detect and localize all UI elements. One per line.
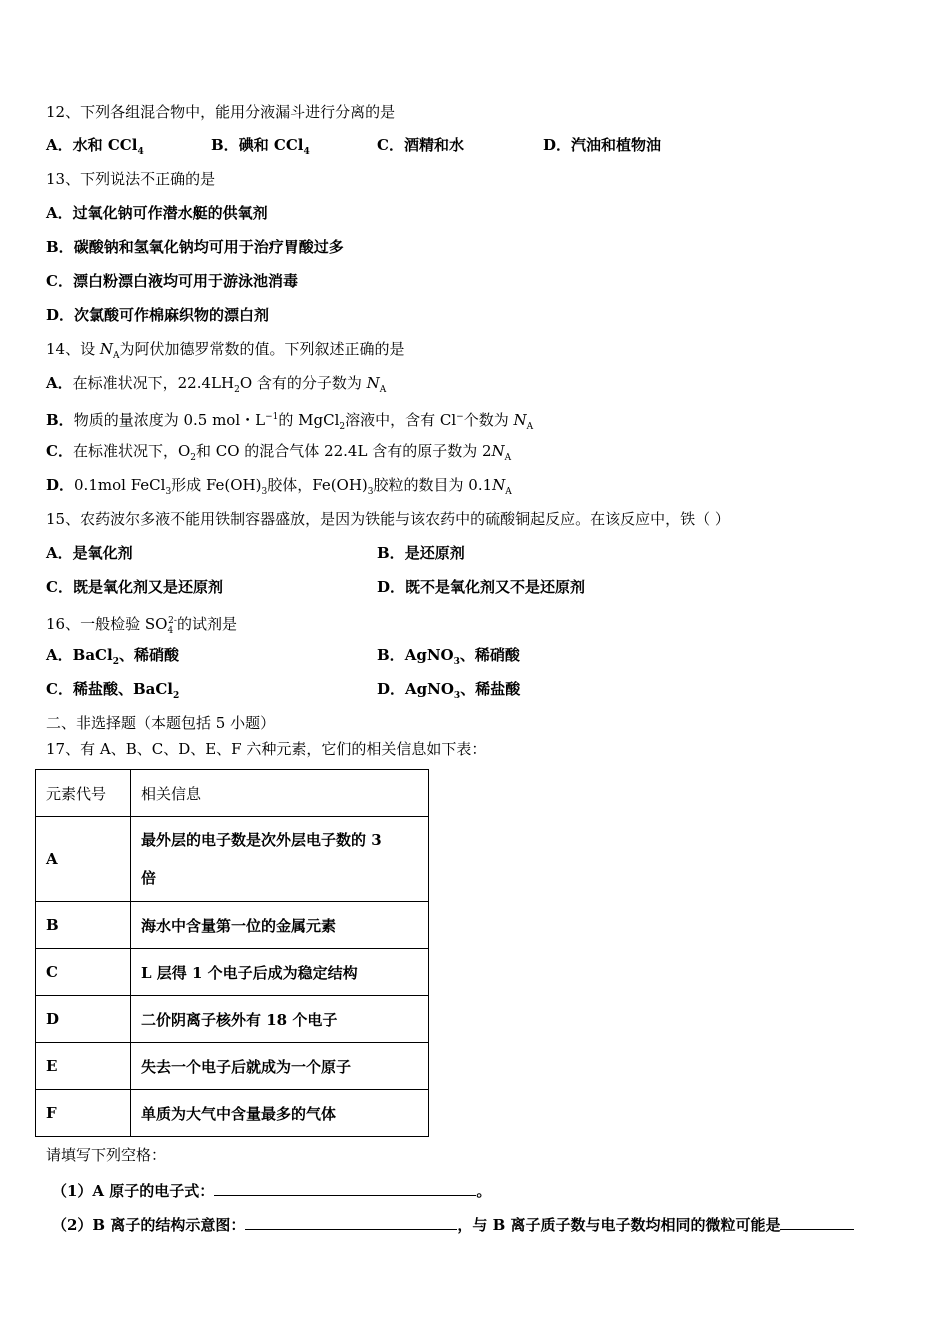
q15-option-c: C．既是氧化剂又是还原剂	[46, 578, 223, 596]
q13-option-b: B．碳酸钠和氢氧化钠均可用于治疗胃酸过多	[46, 238, 344, 256]
q13-stem: 13、下列说法不正确的是	[46, 170, 216, 188]
table-row	[36, 996, 429, 1043]
q16-option-b: B．AgNO$_3$、稀硝酸	[377, 646, 520, 667]
q13-option-c: C．漂白粉漂白液均可用于游泳池消毒	[46, 272, 298, 290]
q12-option-c: C．酒精和水	[377, 136, 464, 154]
section-heading: 二、非选择题（本题包括 5 小题）	[46, 714, 276, 732]
element-table	[35, 769, 429, 1137]
q14-option-c: C．在标准状况下，$O_2$和 CO 的混合气体 22.4L 含有的原子数为 $2N_A$	[46, 442, 512, 463]
element-info: 二价阴离子核外有 18 个电子	[131, 996, 429, 1043]
q12-stem: 12、下列各组混合物中，能用分液漏斗进行分离的是	[46, 103, 396, 121]
q16-stem: 16、一般检验 $SO_4^{2-}$的试剂是	[46, 615, 237, 636]
q16-option-a: A．BaCl$_2$、稀硝酸	[46, 646, 179, 667]
q13-option-d: D．次氯酸可作棉麻织物的漂白剂	[46, 306, 270, 324]
element-info: L 层得 1 个电子后成为稳定结构	[131, 949, 429, 996]
q17-stem: 17、有 A、B、C、D、E、F 六种元素，它们的相关信息如下表：	[46, 740, 487, 758]
q17-sub1: （1）A 原子的电子式： 。	[52, 1179, 491, 1201]
q12-option-b: B．碘和 CCl$_4$	[211, 136, 310, 157]
q12-option-d: D．汽油和植物油	[543, 136, 662, 154]
q13-option-a: A．过氧化钠可作潜水艇的供氧剂	[46, 204, 268, 222]
element-info: 海水中含量第一位的金属元素	[131, 902, 429, 949]
element-code: A	[36, 817, 131, 902]
table-row	[36, 902, 429, 949]
answer-blank[interactable]	[780, 1213, 854, 1230]
table-row	[36, 949, 429, 996]
table-header-row	[36, 770, 429, 817]
q15-option-b: B．是还原剂	[377, 544, 465, 562]
q14-stem: 14、设 $N_A$为阿伏加德罗常数的值。下列叙述正确的是	[46, 340, 405, 361]
element-code: F	[36, 1090, 131, 1137]
q16-option-d: D．AgNO$_3$、稀盐酸	[377, 680, 521, 701]
answer-blank[interactable]	[214, 1179, 476, 1196]
table-row	[36, 817, 429, 902]
element-code: E	[36, 1043, 131, 1090]
q14-option-d: D．0.1mol FeCl$_3$形成 $Fe(OH)_3$胶体，$Fe(OH)_3$胶粒的数目为 $0.1N_A$	[46, 476, 512, 497]
fill-prompt: 请填写下列空格：	[46, 1146, 167, 1164]
q12-option-a: A．水和 CCl$_4$	[46, 136, 144, 157]
q14-option-b: B．物质的量浓度为 0.5 mol・$L^{-1}$的 MgCl$_2$溶液中，含有 Cl−个数为 $N_A$	[46, 411, 534, 432]
q17-sub2: （2）B 离子的结构示意图： ，与 B 离子质子数与电子数均相同的微粒可能是	[52, 1213, 854, 1235]
table-row	[36, 1043, 429, 1090]
q15-stem: 15、农药波尔多液不能用铁制容器盛放，是因为铁能与该农药中的硫酸铜起反应。在该反应中，铁（ ）	[46, 510, 730, 528]
element-info: 单质为大气中含量最多的气体	[131, 1090, 429, 1137]
q14-option-a: A．在标准状况下，$22.4LH_2O$ 含有的分子数为 $N_A$	[46, 374, 387, 395]
element-code: D	[36, 996, 131, 1043]
q15-option-d: D．既不是氧化剂又不是还原剂	[377, 578, 586, 596]
element-info: 失去一个电子后就成为一个原子	[131, 1043, 429, 1090]
element-code: C	[36, 949, 131, 996]
q16-option-c: C．稀盐酸、BaCl$_2$	[46, 680, 180, 701]
q15-option-a: A．是氧化剂	[46, 544, 133, 562]
table-header-info: 相关信息	[131, 770, 429, 817]
element-code: B	[36, 902, 131, 949]
answer-blank[interactable]	[245, 1213, 457, 1230]
table-row	[36, 1090, 429, 1137]
element-info: 最外层的电子数是次外层电子数的 3 倍	[131, 817, 429, 902]
table-header-code: 元素代号	[36, 770, 131, 817]
